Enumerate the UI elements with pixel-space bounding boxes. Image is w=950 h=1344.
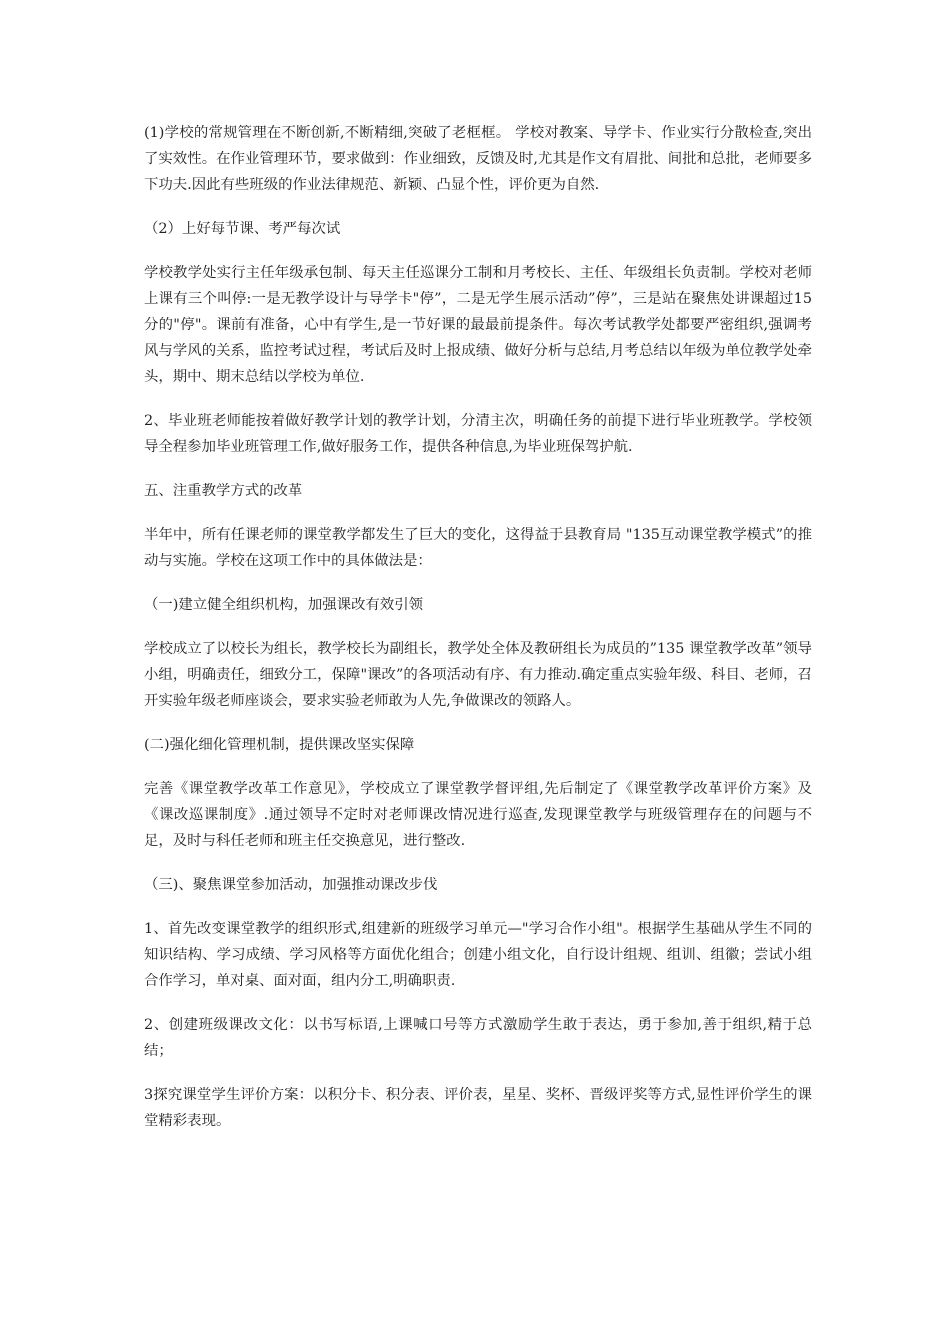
paragraph-graduation-class-teaching: 2、毕业班老师能按着做好教学计划的教学计划，分清主次，明确任务的前提下进行毕业班教学。学校领导全程参加毕业班管理工作,做好服务工作，提供各种信息,为毕业班保驾护航. bbox=[144, 413, 812, 455]
paragraph-cooperative-groups: 1、首先改变课堂教学的组织形式,组建新的班级学习单元—"学习合作小组"。根据学生基础从学生不同的知识结构、学习成绩、学习风格等方面优化组合；创建小组文化，自行设计组规、组训、组徽；尝试小组合作学习，单对桌、面对面，组内分工,明确职责. bbox=[144, 921, 812, 989]
heading-teaching-method-reform: 五、注重教学方式的改革 bbox=[144, 483, 303, 499]
heading-organization-structure: （一)建立健全组织机构，加强课改有效引领 bbox=[144, 597, 424, 613]
document-body bbox=[144, 120, 812, 1152]
paragraph-reform-overview: 半年中，所有任课老师的课堂教学都发生了巨大的变化，这得益于县教育局 "135互动课堂教学模式”的推动与实施。学校在这项工作中的具体做法是： bbox=[144, 527, 812, 569]
heading-every-class-every-exam: （2）上好每节课、考严每次试 bbox=[144, 221, 341, 237]
paragraph-class-reform-culture: 2、创建班级课改文化：以书写标语,上课喊口号等方式激励学生敢于表达，勇于参加,善于组织,精于总结； bbox=[144, 1017, 812, 1059]
paragraph-supervision-group: 完善《课堂教学改革工作意见》，学校成立了课堂教学督评组,先后制定了《课堂教学改革评价方案》及《课改巡课制度》.通过领导不定时对老师课改情况进行巡查,发现课堂教学与班级管理存在的问题与不足，及时与科任老师和班主任交换意见，进行整改. bbox=[144, 781, 812, 849]
paragraph-teaching-office-responsibility: 学校教学处实行主任年级承包制、每天主任巡课分工制和月考校长、主任、年级组长负责制。学校对老师上课有三个叫停:一是无教学设计与导学卡"停”，二是无学生展示活动”停”，三是站在聚焦处讲课超过15分的"停"。课前有准备，心中有学生,是一节好课的最最前提条件。每次考试教学处都要严密组织,强调考风与学风的关系，监控考试过程，考试后及时上报成绩、做好分析与总结,月考总结以年级为单位教学处牵头，期中、期末总结以学校为单位. bbox=[144, 265, 812, 385]
heading-classroom-activities: （三)、聚焦课堂参加活动，加强推动课改步伐 bbox=[144, 877, 438, 893]
heading-management-mechanism: (二)强化细化管理机制，提供课改坚实保障 bbox=[144, 737, 415, 753]
paragraph-student-evaluation: 3探究课堂学生评价方案：以积分卡、积分表、评价表，星星、奖杯、晋级评奖等方式,显性评价学生的课堂精彩表现。 bbox=[144, 1087, 812, 1129]
paragraph-school-routine-management: (1)学校的常规管理在不断创新,不断精细,突破了老框框。 学校对教案、导学卡、作业实行分散检查,突出了实效性。在作业管理环节，要求做到：作业细致，反馈及时,尤其是作文有眉批、间批和总批，老师要多下功夫.因此有些班级的作业法律规范、新颖、凸显个性，评价更为自然. bbox=[144, 125, 812, 193]
paragraph-leadership-group: 学校成立了以校长为组长，教学校长为副组长，教学处全体及教研组长为成员的”135 课堂教学改革”领导小组，明确责任，细致分工，保障"课改”的各项活动有序、有力推动.确定重点实验年级、科目、老师，召开实验年级老师座谈会，要求实验老师敢为人先,争做课改的领路人。 bbox=[144, 641, 812, 709]
